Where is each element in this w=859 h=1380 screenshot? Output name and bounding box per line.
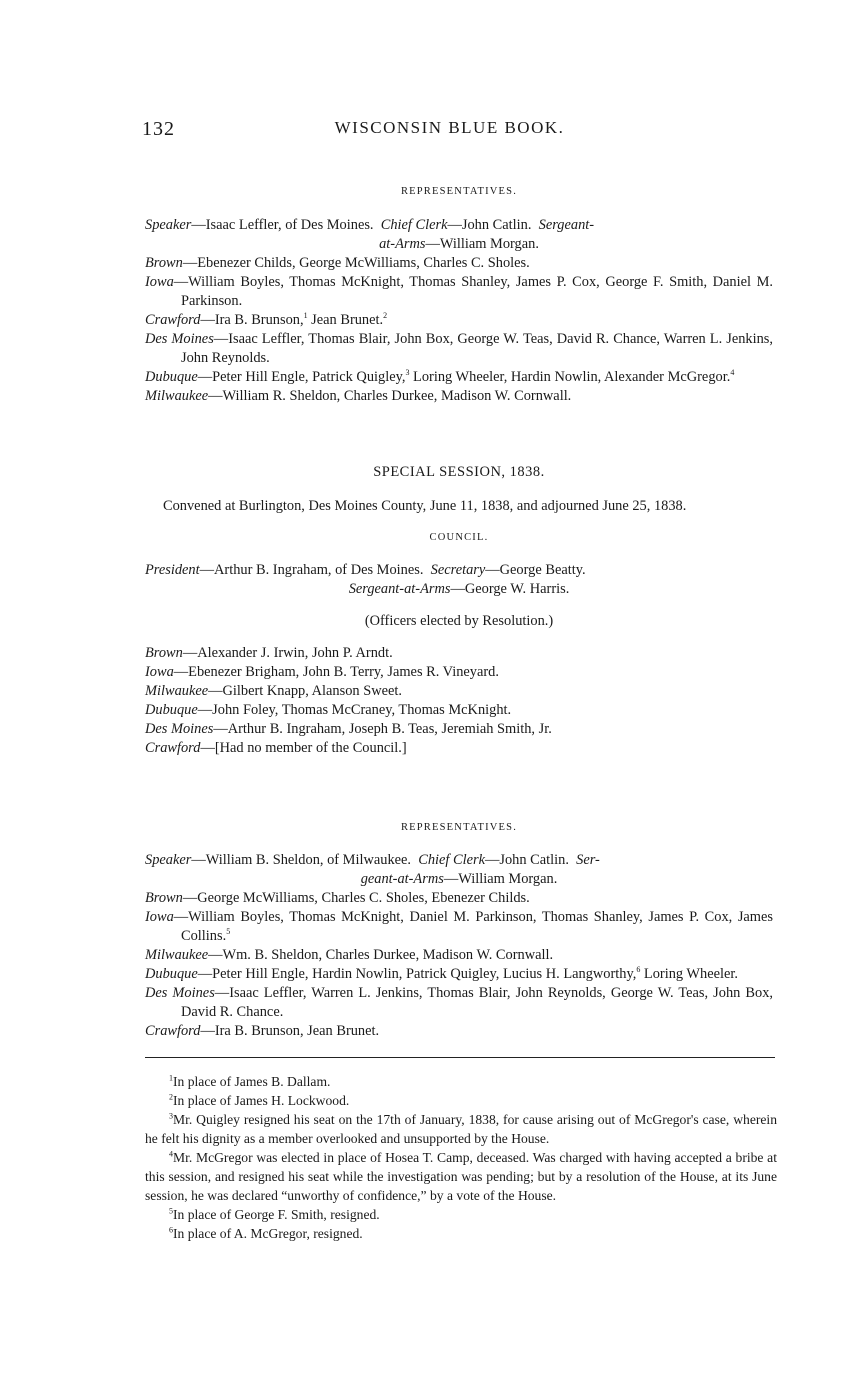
sergeant-label-cont: at-Arms [379,236,426,252]
county-name: Milwaukee [145,947,209,963]
president-label: President [145,562,200,578]
footnote-ref: 4 [730,368,735,378]
council-officers-line [145,561,773,580]
sergeant-label: Sergeant- [538,217,595,233]
running-title: WISCONSIN BLUE BOOK. [334,118,565,137]
county-entry [145,311,773,330]
footnote [145,1148,777,1205]
officers-note: (Officers elected by Resolution.) [364,613,554,629]
county-name: Iowa [145,274,174,290]
county-name: Dubuque [145,369,198,385]
representatives-section-1 [145,186,773,406]
officers-line-cont [145,235,773,254]
sergeant-label-cont: geant-at-Arms [360,871,444,887]
county-entry [145,984,773,1022]
speaker-name: —William B. Sheldon, of Milwaukee. [191,852,412,868]
members: —Arthur B. Ingraham, Joseph B. Teas, Jeremiah Smith, Jr. [213,721,552,737]
sergeant-label: Ser- [576,852,600,868]
footnote-text: In place of A. McGregor, resigned. [173,1226,363,1241]
section-heading: REPRESENTATIVES. [400,822,518,833]
president-name: —Arthur B. Ingraham, of Des Moines. [199,562,424,578]
county-name: Milwaukee [145,388,209,404]
county-name: Crawford [145,740,201,756]
footnote-ref: 3 [405,368,410,378]
county-name: Crawford [145,312,201,328]
footnote [145,1091,777,1110]
footnote-mark: 4 [169,1149,173,1159]
footnote [145,1072,777,1091]
footnote-divider [145,1057,775,1058]
clerk-name: —John Catlin. [447,217,532,233]
footnote [145,1110,777,1148]
members: —[Had no member of the Council.] [200,740,407,756]
county-name: Brown [145,255,183,271]
sergeant-name: —George W. Harris. [450,581,570,597]
county-name: Brown [145,645,183,661]
members: —William Boyles, Thomas McKnight, Thomas Shanley, James P. Cox, George F. Smith, Daniel M. Parkinson. [173,274,773,309]
county-name: Milwaukee [145,683,209,699]
members: —Alexander J. Irwin, John P. Arndt. [182,645,393,661]
members: —Wm. B. Sheldon, Charles Durkee, Madison W. Cornwall. [208,947,554,963]
officers-line [145,216,773,235]
council-officers-line-cont [145,580,773,599]
members: —William R. Sheldon, Charles Durkee, Madison W. Cornwall. [208,388,572,404]
county-entry [145,387,773,406]
secretary-label: Secretary [430,562,486,578]
county-entry [145,368,773,387]
members: —Isaac Leffler, Thomas Blair, John Box, George W. Teas, David R. Chance, Warren L. Jenkins, John Reynolds. [181,331,773,366]
members-cont: Loring Wheeler, Hardin Nowlin, Alexander McGregor. [409,369,731,385]
speaker-label: Speaker [145,852,192,868]
county-entry [145,663,773,682]
members: —Isaac Leffler, Warren L. Jenkins, Thomas Blair, John Reynolds, George W. Teas, John Box, David R. Chance. [181,985,773,1020]
members: —Peter Hill Engle, Hardin Nowlin, Patrick Quigley, Lucius H. Langworthy, [197,966,637,982]
footnote-text: Mr. Quigley resigned his seat on the 17th of January, 1838, for cause arising out of McGregor's case, wherein he felt his dignity as a member overlooked and unsupported by the House. [145,1112,777,1146]
sergeant-label: Sergeant-at-Arms [348,581,451,597]
speaker-name: —Isaac Leffler, of Des Moines. [191,217,374,233]
county-name: Des Moines [145,985,215,1001]
county-entry [145,701,773,720]
footnote-text: Mr. McGregor was elected in place of Hosea T. Camp, deceased. Was charged with having accepted a bribe at this session, and resigned his seat while the investigation was pending; but by a resolution of the House, at its June session, he was declared “unworthy of confidence,” by a vote of the House. [145,1150,777,1203]
county-entry [145,330,773,368]
county-name: Crawford [145,1023,201,1039]
county-entry [145,1022,773,1041]
county-name: Dubuque [145,966,198,982]
footnote-mark: 6 [169,1225,173,1235]
page-number: 132 [142,118,175,140]
special-session-title: SPECIAL SESSION, 1838. [373,464,545,480]
members: —Peter Hill Engle, Patrick Quigley, [197,369,406,385]
members: —Ebenezer Childs, George McWilliams, Charles C. Sholes. [182,255,530,271]
footnote-mark: 5 [169,1206,173,1216]
county-name: Brown [145,890,183,906]
county-entry [145,739,773,758]
county-name: Iowa [145,909,174,925]
county-entry [145,644,773,663]
footnote-text: In place of James B. Dallam. [173,1074,331,1089]
officers-line [145,851,773,870]
convened-note: Convened at Burlington, Des Moines County, June 11, 1838, and adjourned June 25, 1838. [163,498,687,514]
section-heading: REPRESENTATIVES. [400,186,518,197]
footnote-mark: 2 [169,1092,173,1102]
county-entry [145,682,773,701]
clerk-label: Chief Clerk [380,217,448,233]
members: —William Boyles, Thomas McKnight, Daniel M. Parkinson, Thomas Shanley, James P. Cox, James Collins. [173,909,773,944]
county-entry [145,254,773,273]
footnote-ref: 1 [303,311,308,321]
clerk-label: Chief Clerk [418,852,485,868]
council-heading: COUNCIL. [429,532,489,543]
secretary-name: —George Beatty. [485,562,586,578]
footnote-text: In place of George F. Smith, resigned. [173,1207,380,1222]
members-cont: Jean Brunet. [307,312,384,328]
special-session-section [145,464,773,758]
members: —George McWilliams, Charles C. Sholes, Ebenezer Childs. [182,890,530,906]
members: —Ira B. Brunson, Jean Brunet. [200,1023,380,1039]
members-cont: Loring Wheeler. [640,966,738,982]
members: —John Foley, Thomas McCraney, Thomas McKnight. [197,702,512,718]
county-entry [145,946,773,965]
members: —Ebenezer Brigham, John B. Terry, James R. Vineyard. [173,664,499,680]
footnote-ref: 2 [383,311,388,321]
footnote [145,1205,777,1224]
county-name: Des Moines [145,331,214,347]
county-entry [145,889,773,908]
footnote-mark: 1 [169,1073,173,1083]
officers-line-cont [145,870,773,889]
speaker-label: Speaker [145,217,192,233]
members: —Gilbert Knapp, Alanson Sweet. [208,683,402,699]
county-entry [145,273,773,311]
county-entry [145,908,773,946]
county-entry [145,965,773,984]
footnote [145,1224,777,1243]
county-name: Des Moines [145,721,214,737]
footnotes [145,1072,777,1243]
footnote-text: In place of James H. Lockwood. [173,1093,350,1108]
footnote-mark: 3 [169,1111,173,1121]
footnote-ref: 6 [636,965,641,975]
county-name: Iowa [145,664,174,680]
county-name: Dubuque [145,702,198,718]
sergeant-name: —William Morgan. [425,236,539,252]
sergeant-name: —William Morgan. [443,871,558,887]
footnote-ref: 5 [226,927,231,937]
county-entry [145,720,773,739]
clerk-name: —John Catlin. [484,852,569,868]
members: —Ira B. Brunson, [200,312,304,328]
representatives-section-2 [145,822,773,1041]
